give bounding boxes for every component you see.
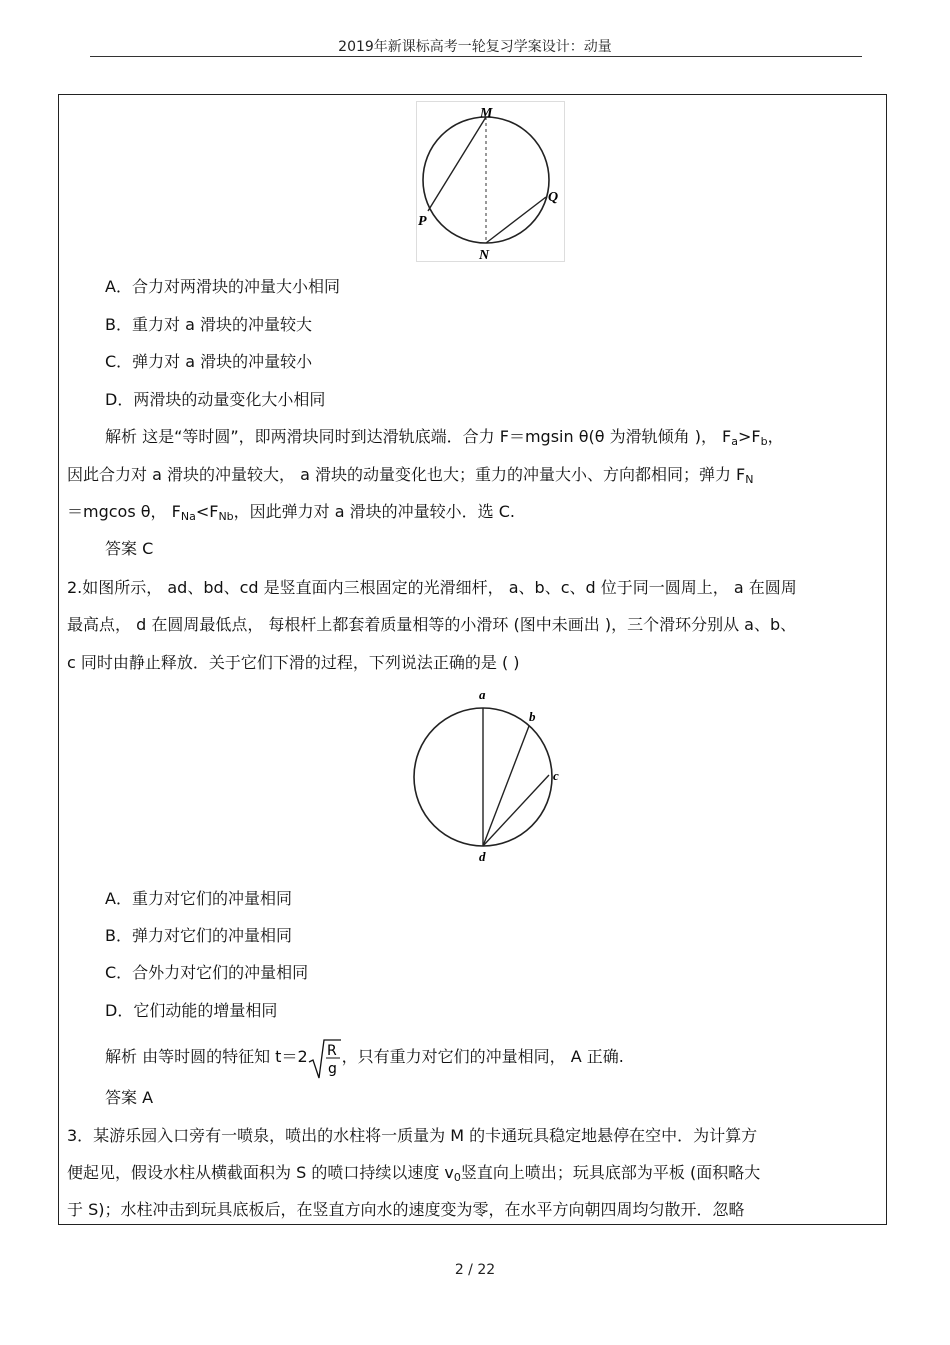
q2-stem-line2: 最高点， d 在圆周最低点， 每根杆上都套着质量相等的小滑环 (图中未画出 )，三个滑环分别从 a、b、 — [67, 615, 797, 634]
q3-line3: 于 S)；水柱冲击到玩具底板后，在竖直方向水的速度变为零，在水平方向朝四周均匀散开．忽略 — [67, 1200, 745, 1219]
figure2-label-d: d — [479, 849, 486, 864]
figure-circle-mpqn — [416, 101, 566, 263]
figure2-label-a: a — [479, 687, 486, 702]
q1-analysis-line1: 解析 这是“等时圆”，即两滑块同时到达滑轨底端．合力 F＝mgsin θ(θ 为滑轨倾角 )， $F_a>F_b$， — [105, 427, 784, 448]
figure2-label-b: b — [529, 709, 536, 724]
figure1-label-n: N — [479, 248, 490, 263]
q1-option-d: D．两滑块的动量变化大小相同 — [105, 390, 326, 409]
figure1-chord-mp — [428, 117, 486, 211]
q1-option-c: C．弹力对 a 滑块的冲量较小 — [105, 352, 313, 371]
q1-option-b: B．重力对 a 滑块的冲量较大 — [105, 315, 312, 334]
q3-line1: 3．某游乐园入口旁有一喷泉，喷出的水柱将一质量为 M 的卡通玩具稳定地悬停在空中．为计算方 — [67, 1126, 758, 1145]
q1-analysis-line3: ＝mgcos θ， $F_{Na}<F_{Nb}$，因此弹力对 a 滑块的冲量较小．选 C. — [67, 502, 515, 523]
figure1-label-m: M — [480, 106, 493, 121]
figure-circle-abcd — [405, 686, 575, 866]
sqrt-fraction — [308, 1036, 342, 1080]
q2-stem-line3: c 同时由静止释放．关于它们下滑的过程，下列说法正确的是 ( ) — [67, 653, 520, 672]
page-header: 2019年新课标高考一轮复习学案设计：动量 — [338, 39, 612, 55]
header-rule — [90, 56, 862, 57]
page-number: 2 / 22 — [454, 1262, 496, 1278]
q2-stem-line1: 2.如图所示， ad、bd、cd 是竖直面内三根固定的光滑细杆， a、b、c、d 位于同一圆周上， a 在圆周 — [67, 578, 797, 597]
q1-option-a: A．合力对两滑块的冲量大小相同 — [105, 277, 340, 296]
q2-analysis: 解析 由等时圆的特征知 t＝2 R g ，只有重力对它们的冲量相同， A 正确. — [105, 1035, 624, 1079]
q1-analysis-line2: 因此合力对 a 滑块的冲量较大， a 滑块的动量变化也大；重力的冲量大小、方向都相同；弹力 $F_N$ — [67, 465, 754, 486]
svg-text:g: g — [327, 1060, 337, 1077]
q2-option-b: B．弹力对它们的冲量相同 — [105, 926, 292, 945]
q2-option-c: C．合外力对它们的冲量相同 — [105, 963, 309, 982]
figure1-label-p: P — [418, 214, 427, 229]
q2-option-a: A．重力对它们的冲量相同 — [105, 889, 292, 908]
figure1-label-q: Q — [548, 190, 559, 205]
svg-text:R: R — [326, 1042, 337, 1059]
q2-option-d: D．它们动能的增量相同 — [105, 1001, 278, 1020]
q2-answer: 答案 A — [105, 1088, 154, 1107]
figure2-label-c: c — [553, 768, 559, 783]
q3-line2: 便起见，假设水柱从横截面积为 S 的喷口持续以速度 $v_0$竖直向上喷出；玩具底部为平板 (面积略大 — [67, 1163, 761, 1184]
q1-answer: 答案 C — [105, 539, 154, 558]
figure2-rod-cd — [483, 775, 549, 846]
figure2-rod-bd — [483, 726, 529, 846]
